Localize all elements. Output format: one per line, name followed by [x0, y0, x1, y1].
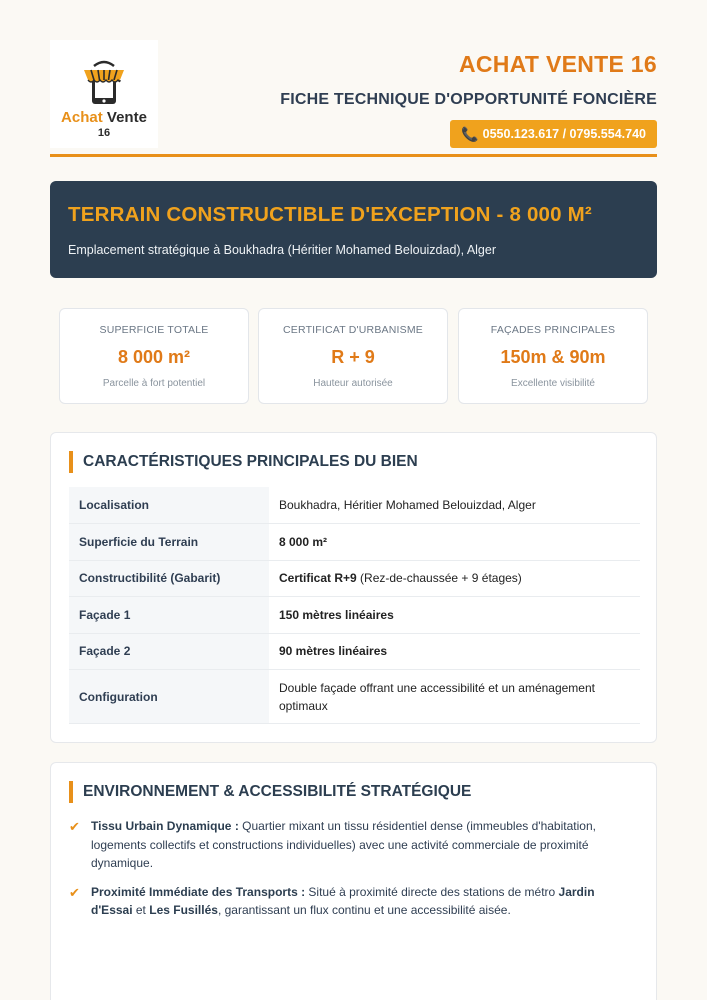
row-value: [269, 487, 640, 524]
hero-subtitle: Emplacement stratégique à Boukhadra (Héritier Mohamed Belouizdad), Alger: [68, 243, 497, 257]
table-row: [69, 633, 640, 670]
hero-title: TERRAIN CONSTRUCTIBLE D'EXCEPTION - 8 000 M²: [68, 203, 592, 226]
stat-card-superficie: [59, 308, 249, 404]
row-value: [269, 633, 640, 670]
characteristics-table: [69, 487, 640, 724]
row-key: Configuration: [69, 670, 269, 724]
row-value-text: Double façade offrant une accessibilité et un aménagement optimaux: [279, 680, 595, 713]
row-key: Façade 2: [69, 633, 269, 670]
stat-value: 150m & 90m: [500, 347, 606, 367]
table-row: [69, 487, 640, 524]
check-icon: ✔: [69, 819, 80, 834]
row-key: Localisation: [69, 487, 269, 524]
stat-value: 8 000 m²: [117, 347, 191, 367]
item-bold: Proximité Immédiate des Transports :: [91, 884, 306, 899]
row-value: [269, 560, 640, 597]
item-bold: Tissu Urbain Dynamique :: [91, 819, 239, 833]
page: [50, 40, 657, 917]
check-icon: ✔: [69, 884, 80, 900]
brand-title: ACHAT VENTE 16: [458, 51, 657, 77]
logo-number: 16: [97, 127, 111, 139]
header: [50, 40, 657, 157]
stat-label: FAÇADES PRINCIPALES: [490, 324, 616, 336]
list-item: [69, 883, 639, 920]
phone-numbers: 0550.123.617 / 0795.554.740: [482, 127, 646, 141]
row-value-bold: 8 000 m²: [279, 534, 328, 549]
row-value-text: (Rez-de-chaussée + 9 étages): [356, 571, 522, 586]
list-item: [69, 817, 639, 873]
item-text: et: [132, 903, 150, 917]
logo-word-vente: Vente: [106, 109, 147, 126]
stat-note: Hauteur autorisée: [313, 378, 393, 389]
item-bold: Les Fusillés: [149, 903, 218, 917]
item-text: Situé à proximité directe des stations de métro: [305, 884, 559, 899]
item-text: Quartier mixant un tissu résidentiel dense (immeubles d'habitation, logements collectifs et constructions individuelles) avec une activité commerciale de proximité dynamique.: [91, 819, 596, 870]
item-bold: Jardin d'Essai: [91, 884, 595, 917]
row-value-bold: Certificat R+9: [279, 571, 357, 586]
logo-word-achat: Achat: [61, 109, 103, 126]
logo: [50, 40, 158, 148]
row-key: Superficie du Terrain: [69, 524, 269, 561]
row-key: Façade 1: [69, 597, 269, 634]
stat-label: CERTIFICAT D'URBANISME: [282, 324, 423, 336]
environment-card: [50, 762, 657, 1000]
environment-list: [69, 817, 639, 930]
row-value-text: Boukhadra, Héritier Mohamed Belouizdad, Alger: [279, 498, 536, 512]
row-value: [269, 524, 640, 561]
stat-note: Excellente visibilité: [511, 378, 595, 389]
characteristics-card: [50, 432, 657, 743]
item-text: , garantissant un flux continu et une accessibilité aisée.: [217, 903, 511, 917]
characteristics-title: CARACTÉRISTIQUES PRINCIPALES DU BIEN: [69, 451, 418, 473]
row-value-bold: 150 mètres linéaires: [279, 607, 394, 622]
row-value: [269, 670, 640, 724]
row-value-bold: 90 mètres linéaires: [279, 644, 388, 659]
stat-label: SUPERFICIE TOTALE: [99, 324, 209, 336]
environment-title: ENVIRONNEMENT & ACCESSIBILITÉ STRATÉGIQUE: [69, 781, 471, 803]
document-subtitle: FICHE TECHNIQUE D'OPPORTUNITÉ FONCIÈRE: [280, 91, 657, 108]
stat-value: R + 9: [331, 347, 375, 367]
row-key: Constructibilité (Gabarit): [69, 560, 269, 597]
stat-note: Parcelle à fort potentiel: [102, 378, 206, 389]
row-value: [269, 597, 640, 634]
table-row: [69, 597, 640, 634]
shop-phone-logo-icon: [80, 56, 128, 106]
table-row: [69, 670, 640, 724]
table-row: [69, 524, 640, 561]
table-row: [69, 560, 640, 597]
hero-banner: [50, 181, 657, 278]
phone-icon: 📞: [461, 125, 479, 142]
stat-card-facades: [458, 308, 648, 404]
stat-card-certificat: [258, 308, 448, 404]
phone-badge[interactable]: [450, 120, 657, 148]
stats-row: [59, 308, 648, 404]
logo-text: [61, 109, 147, 126]
